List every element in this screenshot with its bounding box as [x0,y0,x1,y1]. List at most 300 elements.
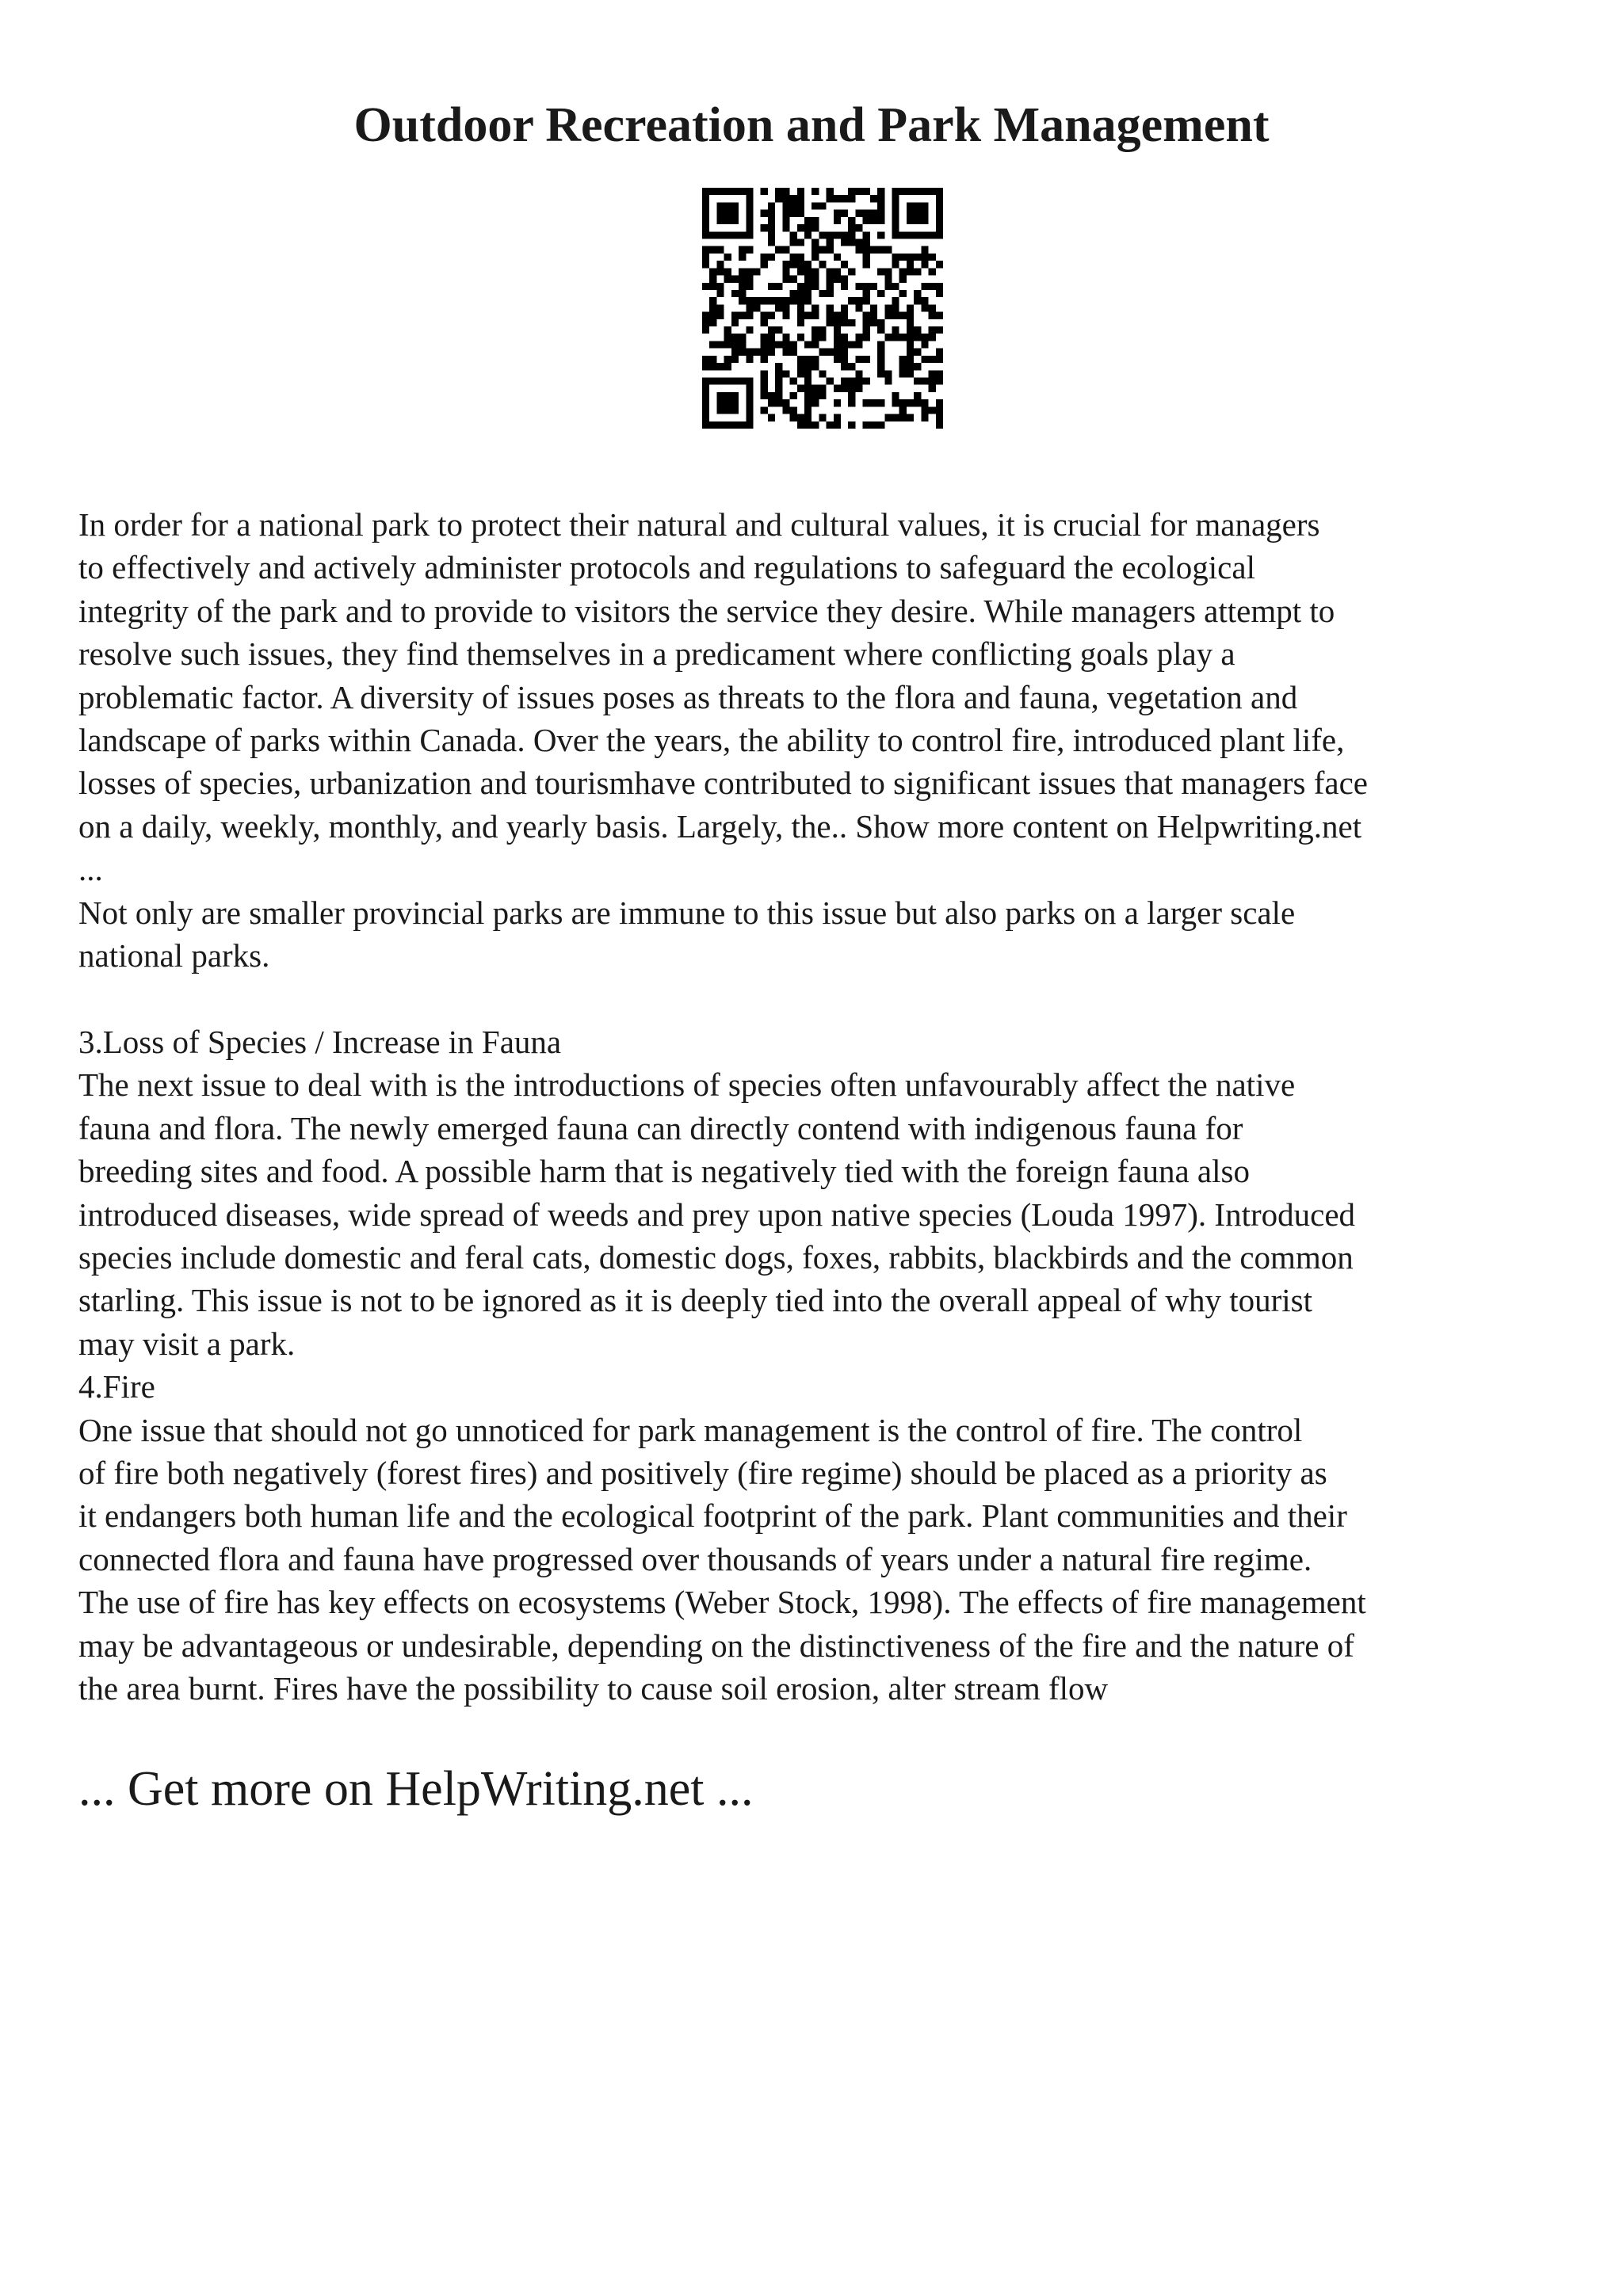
qr-module [921,414,928,421]
qr-module [929,283,936,290]
qr-module [804,406,812,414]
text-line: the area burnt. Fires have the possibility to cause soil erosion, alter stream flow [78,1670,1109,1707]
qr-module [775,195,782,202]
qr-module [834,268,841,275]
qr-module [768,312,775,319]
qr-module [841,283,848,290]
qr-module [884,334,892,341]
qr-module [855,210,862,217]
qr-module [877,210,884,217]
qr-module [702,224,709,231]
qr-module [914,349,921,356]
qr-module [929,188,936,195]
qr-module [797,312,804,319]
text-line: to effectively and actively administer protocols and regulations to safeguard the ecological [78,549,1255,586]
qr-module [855,378,862,385]
qr-module [746,276,753,283]
qr-module [841,349,848,356]
qr-module [936,356,943,363]
qr-module [768,238,775,246]
qr-module [804,268,812,275]
qr-module [863,399,870,406]
qr-module [848,188,855,195]
qr-module [936,224,943,231]
qr-module [827,421,834,429]
qr-module [936,421,943,429]
qr-module [863,231,870,238]
qr-module [848,231,855,238]
qr-module [848,378,855,385]
qr-module [899,356,907,363]
qr-module [929,356,936,363]
qr-module [929,312,936,319]
qr-module [746,312,753,319]
text-line: losses of species, urbanization and tourismhave contributed to significant issues that managers face [78,765,1369,802]
qr-module [761,312,768,319]
qr-module [739,268,746,275]
qr-module [936,283,943,290]
qr-module [921,334,928,341]
qr-module [936,312,943,319]
qr-module [797,421,804,429]
qr-module [709,304,716,311]
qr-module [819,334,826,341]
qr-module [797,224,804,231]
qr-module [804,224,812,231]
qr-module [709,363,716,370]
qr-module [921,341,928,348]
qr-module [936,399,943,406]
qr-module [804,312,812,319]
qr-module [797,188,804,195]
qr-module [929,254,936,261]
qr-module [907,349,914,356]
qr-module [739,421,746,429]
qr-module [716,392,724,399]
qr-module [797,319,804,326]
qr-module [702,188,709,195]
qr-module [782,304,789,311]
qr-module [936,290,943,297]
qr-module [731,334,739,341]
qr-module [907,399,914,406]
qr-module [914,231,921,238]
qr-module [739,231,746,238]
qr-module [841,195,848,202]
text-line: starling. This issue is not to be ignored as it is deeply tied into the overall appeal of why tourist [78,1282,1312,1319]
qr-module [724,406,731,414]
qr-module [746,414,753,421]
qr-module [804,283,812,290]
qr-module [775,363,782,370]
qr-module [892,283,899,290]
qr-module [870,399,877,406]
qr-module [768,326,775,334]
qr-module [877,217,884,224]
qr-module [834,341,841,348]
qr-module [761,297,768,304]
qr-module [877,421,884,429]
qr-module [819,261,826,268]
qr-module [797,414,804,421]
qr-module [877,326,884,334]
qr-module [929,326,936,334]
qr-module [731,399,739,406]
qr-module [834,385,841,392]
qr-module [899,231,907,238]
qr-module [892,224,899,231]
qr-module [739,283,746,290]
text-line: national parks. [78,937,270,974]
qr-module [877,231,884,238]
qr-module [855,334,862,341]
qr-module [790,231,797,238]
qr-module [731,231,739,238]
qr-module [761,385,768,392]
get-more-link[interactable]: ... Get more on HelpWriting.net ... [78,1762,754,1816]
qr-module [782,188,789,195]
qr-module [827,246,834,254]
qr-module [914,378,921,385]
qr-module [812,392,819,399]
qr-module [702,254,709,261]
qr-module [709,246,716,254]
qr-module [702,356,709,363]
qr-module [746,326,753,334]
qr-module [702,414,709,421]
qr-module [790,290,797,297]
qr-module [929,304,936,311]
qr-module [863,261,870,268]
qr-module [936,406,943,414]
qr-module [724,392,731,399]
qr-module [848,319,855,326]
qr-module [936,210,943,217]
qr-module [768,210,775,217]
qr-module [877,268,884,275]
qr-module [827,283,834,290]
qr-module [863,421,870,429]
qr-module [834,276,841,283]
qr-module [797,195,804,202]
text-line: The next issue to deal with is the introductions of species often unfavourably affect the native [78,1066,1296,1104]
qr-module [841,304,848,311]
qr-code-icon [702,188,943,429]
qr-module [775,370,782,377]
qr-module [797,238,804,246]
qr-module [724,210,731,217]
qr-module [914,363,921,370]
qr-module [921,254,928,261]
qr-module [702,195,709,202]
qr-module [797,356,804,363]
qr-module [848,385,855,392]
qr-module [724,341,731,348]
qr-module [702,246,709,254]
qr-module [702,326,709,334]
qr-module [834,356,841,363]
qr-module [782,210,789,217]
qr-module [848,195,855,202]
qr-module [782,334,789,341]
qr-module [775,392,782,399]
qr-module [812,188,819,195]
qr-module [716,304,724,311]
qr-module [819,370,826,377]
qr-module [863,319,870,326]
qr-module [812,385,819,392]
qr-module [834,254,841,261]
qr-module [724,276,731,283]
qr-module [834,217,841,224]
qr-module [753,297,760,304]
qr-module [797,202,804,209]
qr-code [702,188,943,429]
qr-module [827,378,834,385]
qr-module [827,238,834,246]
qr-module [863,217,870,224]
qr-module [812,326,819,334]
qr-module [731,392,739,399]
qr-module [936,195,943,202]
text-line: resolve such issues, they find themselves in a predicament where conflicting goals play a [78,635,1235,673]
text-line: Not only are smaller provincial parks are immune to this issue but also parks on a larger scale [78,894,1296,931]
qr-module [834,195,841,202]
qr-module [702,217,709,224]
qr-module [804,363,812,370]
qr-module [746,283,753,290]
qr-module [884,246,892,254]
qr-module [812,217,819,224]
qr-module [863,326,870,334]
qr-module [870,246,877,254]
qr-module [761,188,768,195]
qr-module [899,363,907,370]
qr-module [768,231,775,238]
qr-module [702,231,709,238]
qr-module [855,385,862,392]
text-line: may be advantageous or undesirable, depending on the distinctiveness of the fire and the nature of [78,1627,1354,1664]
qr-module [877,246,884,254]
qr-module [768,392,775,399]
text-line: on a daily, weekly, monthly, and yearly basis. Largely, the.. Show more content on Helpwriting.net [78,807,1362,845]
qr-module [761,370,768,377]
qr-module [914,202,921,209]
qr-module [709,319,716,326]
qr-module [848,392,855,399]
qr-module [797,254,804,261]
qr-module [716,399,724,406]
text-line: In order for a national park to protect their natural and cultural values, it is crucial for managers [78,506,1320,543]
qr-module [834,210,841,217]
qr-module [827,349,834,356]
qr-module [804,370,812,377]
qr-module [936,349,943,356]
qr-module [841,238,848,246]
qr-module [914,217,921,224]
qr-module [709,268,716,275]
qr-module [884,414,892,421]
qr-module [775,399,782,406]
qr-module [863,188,870,195]
qr-module [709,341,716,348]
qr-module [753,349,760,356]
qr-module [936,326,943,334]
qr-module [812,246,819,254]
qr-module [746,224,753,231]
qr-module [907,319,914,326]
text-line: integrity of the park and to provide to visitors the service they desire. While managers attempt to [78,592,1335,629]
qr-module [841,378,848,385]
qr-module [819,385,826,392]
qr-module [936,188,943,195]
qr-module [702,406,709,414]
qr-module [812,238,819,246]
qr-module [914,326,921,334]
qr-module [863,254,870,261]
qr-module [812,399,819,406]
qr-module [804,290,812,297]
qr-module [936,370,943,377]
qr-module [827,312,834,319]
qr-module [841,276,848,283]
qr-module [775,246,782,254]
qr-module [855,341,862,348]
qr-module [899,188,907,195]
text-line: problematic factor. A diversity of issues poses as threats to the flora and fauna, vegetation and [78,678,1298,715]
qr-module [907,363,914,370]
qr-module [768,254,775,261]
qr-module [848,341,855,348]
qr-module [761,319,768,326]
qr-module [797,297,804,304]
qr-module [855,238,862,246]
qr-module [841,312,848,319]
qr-module [716,246,724,254]
qr-module [797,290,804,297]
qr-module [731,341,739,348]
qr-module [768,341,775,348]
qr-module [812,202,819,209]
qr-module [855,224,862,231]
qr-module [899,334,907,341]
qr-module [848,238,855,246]
qr-module [812,421,819,429]
qr-module [790,406,797,414]
qr-module [812,304,819,311]
qr-module [877,399,884,406]
qr-module [812,268,819,275]
text-line: of fire both negatively (forest fires) and positively (fire regime) should be placed as a priority as [78,1455,1327,1492]
qr-module [768,334,775,341]
text-line: species include domestic and feral cats, domestic dogs, foxes, rabbits, blackbirds and the common [78,1239,1354,1276]
text-line: The use of fire has key effects on ecosystems (Weber Stock, 1998). The effects of fire management [78,1584,1366,1621]
qr-module [768,217,775,224]
qr-module [746,210,753,217]
qr-module [782,406,789,414]
qr-module [746,195,753,202]
qr-module [921,261,928,268]
qr-module [841,210,848,217]
section-heading: 4.Fire [78,1368,155,1405]
qr-module [797,370,804,377]
qr-module [899,254,907,261]
qr-module [702,210,709,217]
qr-module [877,202,884,209]
qr-module [907,254,914,261]
qr-module [863,210,870,217]
qr-module [702,399,709,406]
qr-module [782,261,789,268]
qr-module [841,341,848,348]
qr-module [834,349,841,356]
qr-module [819,349,826,356]
qr-module [914,188,921,195]
qr-module [716,231,724,238]
qr-module [731,312,739,319]
qr-module [877,290,884,297]
qr-module [877,188,884,195]
qr-module [907,188,914,195]
qr-module [819,202,826,209]
qr-module [812,276,819,283]
qr-module [819,392,826,399]
qr-module [819,246,826,254]
qr-module [746,392,753,399]
qr-module [819,414,826,421]
qr-module [892,399,899,406]
qr-module [834,421,841,429]
text-line: connected flora and fauna have progressed over thousands of years under a natural fire regime. [78,1540,1312,1577]
qr-module [863,246,870,254]
qr-module [716,363,724,370]
qr-module [797,363,804,370]
qr-module [812,334,819,341]
qr-module [797,283,804,290]
qr-module [716,378,724,385]
qr-module [914,254,921,261]
qr-module [790,276,797,283]
qr-module [863,334,870,341]
qr-module [929,378,936,385]
qr-module [827,268,834,275]
qr-module [731,290,739,297]
qr-module [855,246,862,254]
qr-module [782,276,789,283]
qr-module [827,231,834,238]
qr-module [899,276,907,283]
qr-module [797,210,804,217]
text-line: introduced diseases, wide spread of weeds and prey upon native species (Louda 1997). Introduced [78,1196,1356,1233]
qr-module [907,414,914,421]
qr-module [797,385,804,392]
qr-module [709,276,716,283]
qr-module [746,246,753,254]
qr-module [827,319,834,326]
qr-module [921,283,928,290]
qr-module [812,356,819,363]
qr-module [775,378,782,385]
qr-module [812,254,819,261]
qr-module [812,363,819,370]
qr-module [914,210,921,217]
qr-module [907,268,914,275]
qr-module [724,268,731,275]
qr-module [907,356,914,363]
qr-module [804,421,812,429]
qr-module [746,304,753,311]
qr-module [716,268,724,275]
